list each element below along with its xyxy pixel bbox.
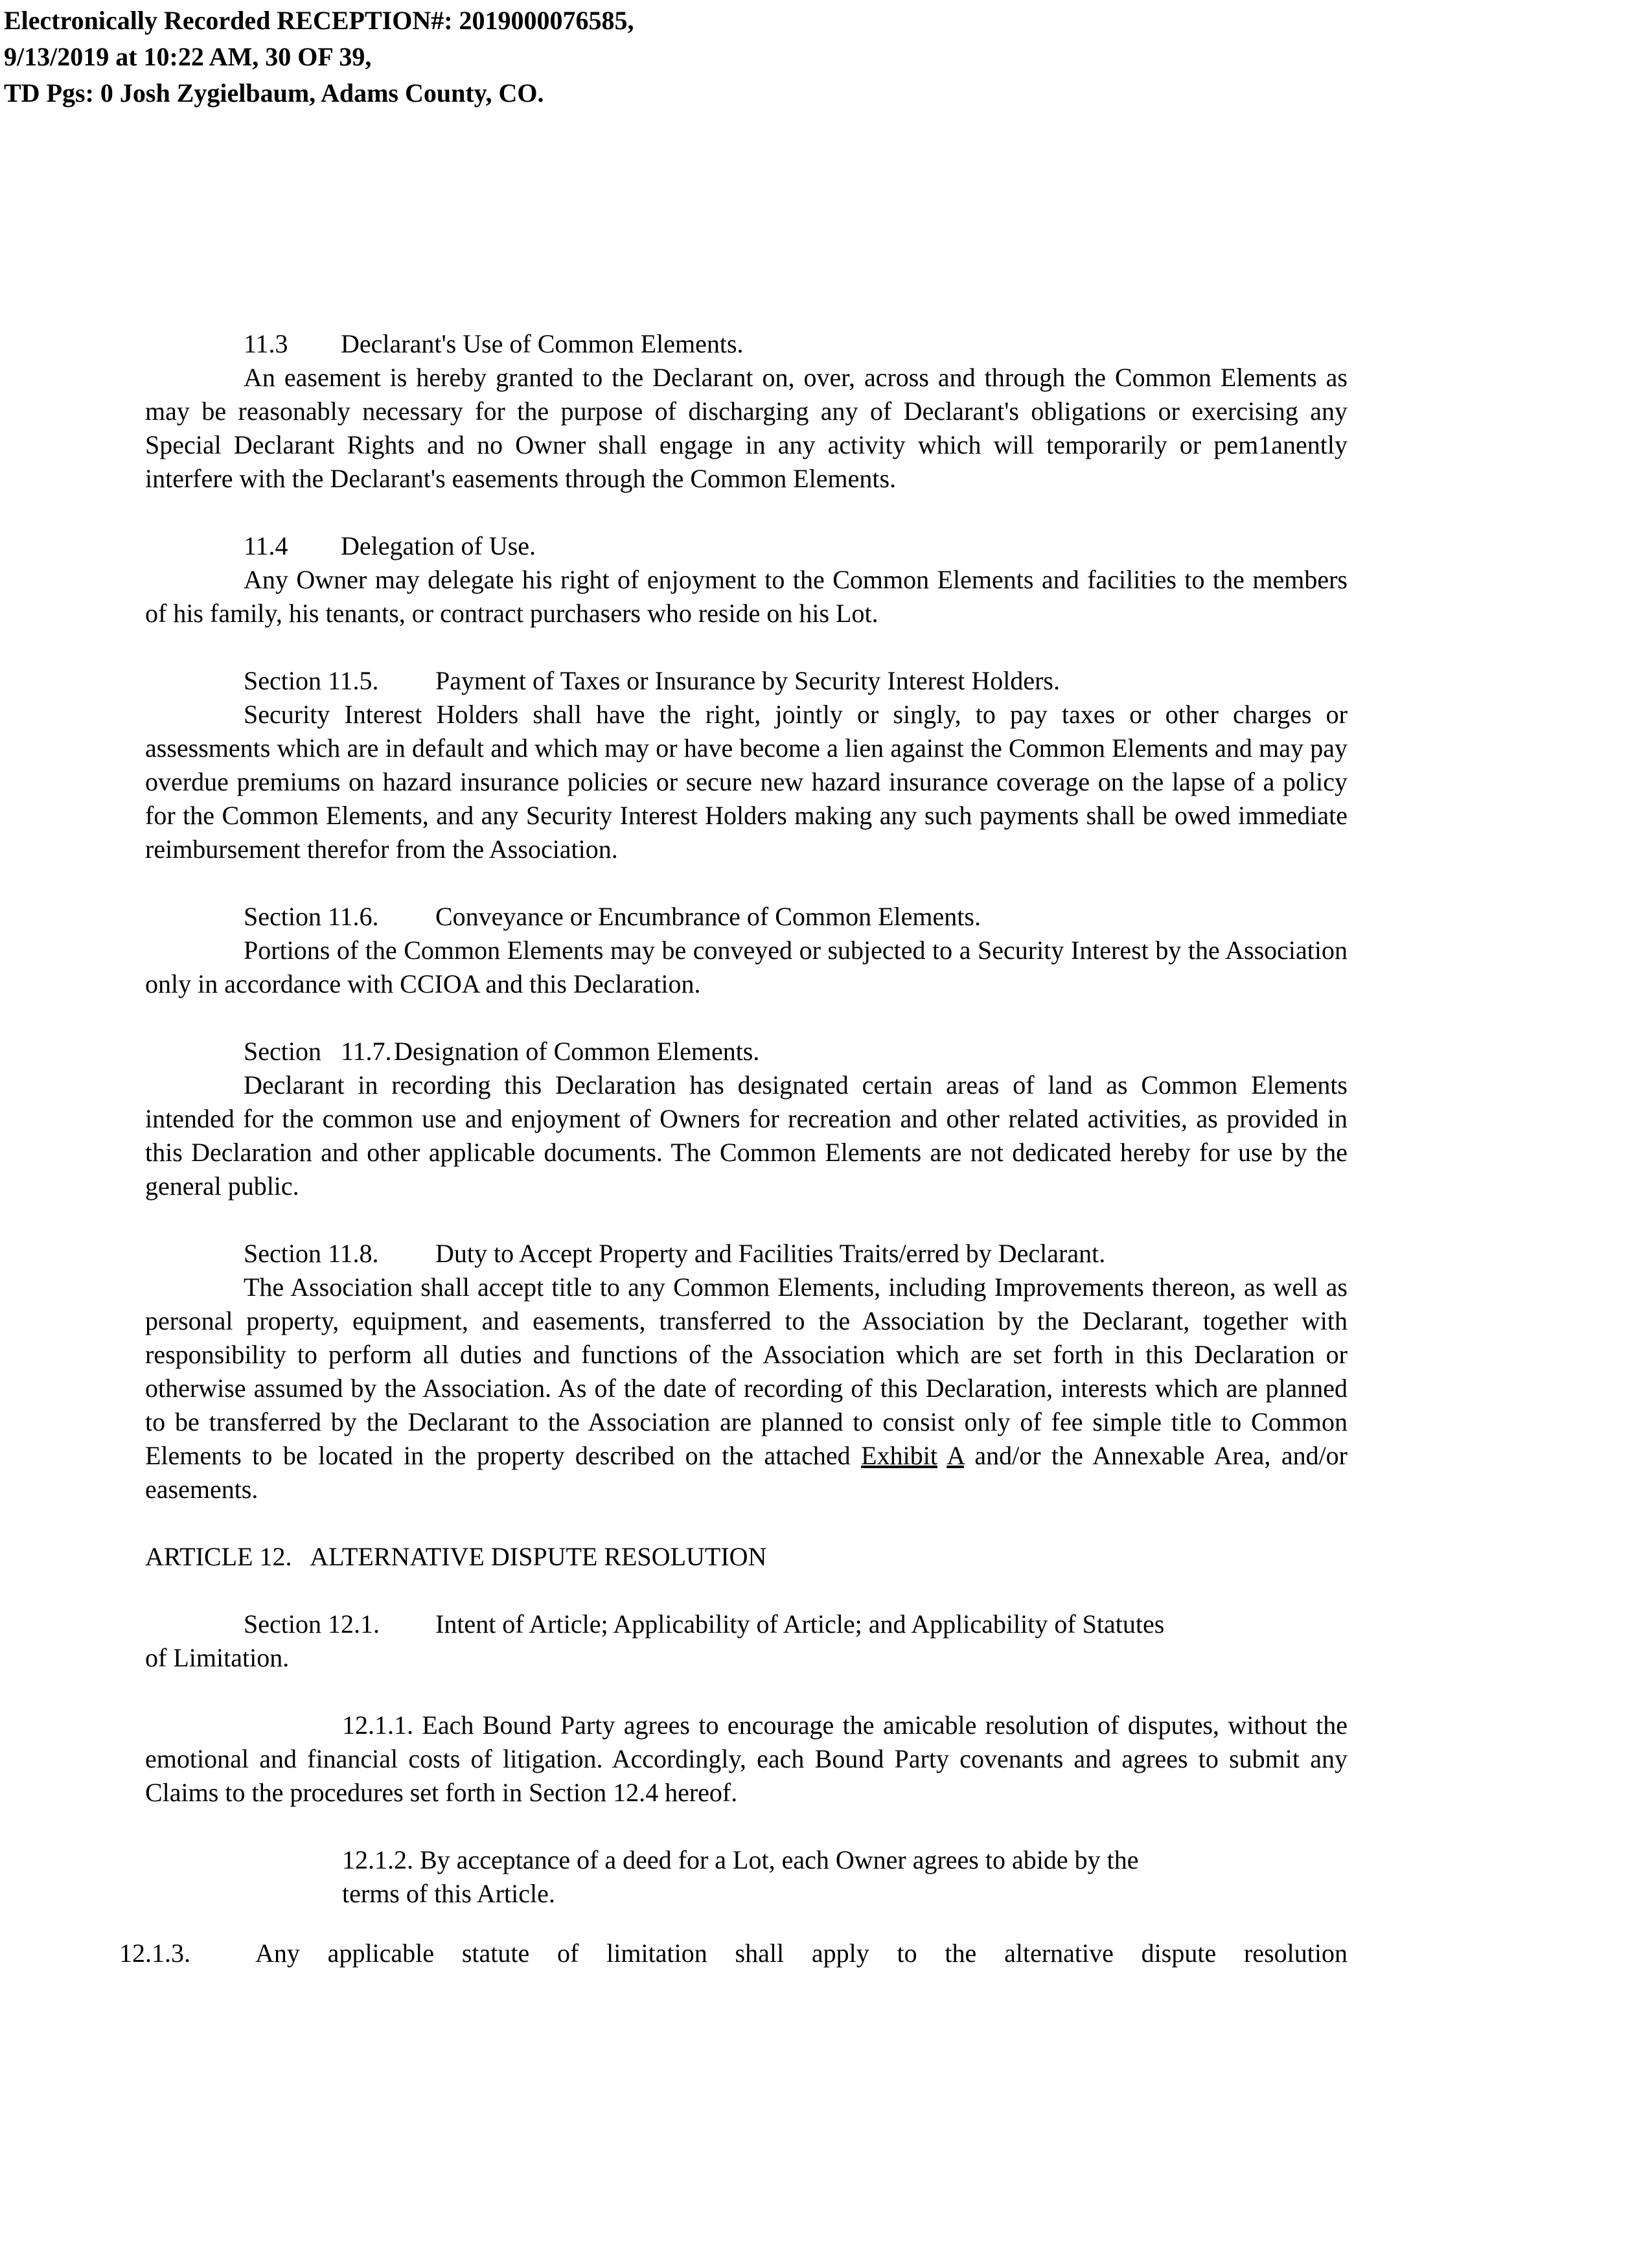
section-number: Section 11.6. bbox=[244, 902, 379, 931]
document-body bbox=[119, 327, 1348, 1970]
section-12-1-heading bbox=[145, 1607, 1348, 1641]
section-11-6-heading bbox=[145, 900, 1348, 934]
section-title: Payment of Taxes or Insurance by Security Interest Holders. bbox=[435, 666, 1060, 695]
section-12-1-2-line-1: 12.1.2. By acceptance of a deed for a Lot, each Owner agrees to abide by the bbox=[342, 1845, 1139, 1874]
section-11-8-text-before: The Association shall accept title to any Common Elements, including Improvements thereon, as well as personal property, equipment, and easements, transferred to the Association by the Declarant, together with responsibility to perform all duties and functions of the Association which are set forth in this Declaration or otherwise assumed by the Association. As of the date of recording of this Declaration, interests which are planned to be transferred by the Declarant to the Association are planned to consist only of fee simple title to Common Elements to be located in the property described on the attached bbox=[145, 1272, 1348, 1470]
section-number: 11.3 bbox=[244, 329, 288, 358]
section-number: Section 11.8. bbox=[244, 1239, 379, 1268]
section-11-8-text bbox=[145, 1271, 1348, 1506]
section-12-1-2 bbox=[342, 1843, 1348, 1911]
section-11-7-text: Declarant in recording this Declaration has designated certain areas of land as Common Elements intended for the common use and enjoyment of Owners for recreation and other related activities, as provided in this Declaration and other applicable documents. The Common Elements are not dedicated hereby for use by the general public. bbox=[145, 1070, 1348, 1201]
section-12-1-heading-cont: of Limitation. bbox=[145, 1643, 290, 1672]
stamp-line-3: TD Pgs: 0 Josh Zygielbaum, Adams County, CO. bbox=[4, 78, 544, 108]
section-12-1-1-text: 12.1.1. Each Bound Party agrees to encourage the amicable resolution of disputes, without the emotional and financial costs of litigation. Accordingly, each Bound Party covenants and agrees to submit any Claims to the procedures set forth in Section 12.4 hereof. bbox=[145, 1710, 1348, 1807]
section-12-1-3-text: Any applicable statute of limitation shall apply to the alternative dispute resolution bbox=[255, 1939, 1348, 1968]
exhibit-letter: A bbox=[946, 1441, 964, 1470]
section-title: Conveyance or Encumbrance of Common Elements. bbox=[435, 902, 981, 931]
section-11-3-text: An easement is hereby granted to the Declarant on, over, across and through the Common Elements as may be reasonably necessary for the purpose of discharging any of Declarant's obligations or exercising any Special Declarant Rights and no Owner shall engage in any activity which will temporarily or pem1anently interfere with the Declarant's easements through the Common Elements. bbox=[145, 363, 1348, 493]
section-title: Duty to Accept Property and Facilities Traits/erred by Declarant. bbox=[435, 1239, 1106, 1268]
article-12-heading: ARTICLE 12. ALTERNATIVE DISPUTE RESOLUTION bbox=[145, 1542, 767, 1571]
section-12-1-2-line-2: terms of this Article. bbox=[342, 1879, 555, 1908]
section-title: Designation of Common Elements. bbox=[394, 1037, 760, 1066]
section-title: Declarant's Use of Common Elements. bbox=[341, 329, 744, 358]
section-11-3-heading bbox=[145, 327, 1348, 361]
stamp-line-1: Electronically Recorded RECEPTION#: 2019000076585, bbox=[4, 6, 634, 35]
recording-stamp bbox=[4, 3, 634, 111]
section-number: 11.4 bbox=[244, 531, 288, 560]
section-title: Delegation of Use. bbox=[341, 531, 536, 560]
exhibit-word: Exhibit bbox=[861, 1441, 937, 1470]
section-11-5-heading bbox=[145, 664, 1348, 698]
section-12-1-3 bbox=[119, 1937, 1348, 1970]
section-11-6-text: Portions of the Common Elements may be conveyed or subjected to a Security Interest by the Association only in accordance with CCIOA and this Declaration. bbox=[145, 936, 1348, 998]
section-11-4-text: Any Owner may delegate his right of enjoyment to the Common Elements and facilities to the members of his family, his tenants, or contract purchasers who reside on his Lot. bbox=[145, 565, 1348, 628]
section-11-8-heading bbox=[145, 1237, 1348, 1271]
section-11-4-heading bbox=[145, 529, 1348, 563]
section-number: Section 11.7. bbox=[244, 1037, 392, 1066]
section-number: Section 11.5. bbox=[244, 666, 379, 695]
stamp-line-2: 9/13/2019 at 10:22 AM, 30 OF 39, bbox=[4, 42, 372, 71]
section-11-8-text-after: and/or the Annexable Area, and/or easements. bbox=[145, 1441, 1348, 1504]
section-number: 12.1.3. bbox=[119, 1939, 190, 1968]
section-number: Section 12.1. bbox=[244, 1609, 380, 1639]
section-11-5-text: Security Interest Holders shall have the right, jointly or singly, to pay taxes or other charges or assessments which are in default and which may or have become a lien against the Common Elements and may pay overdue premiums on hazard insurance policies or secure new hazard insurance coverage on the lapse of a policy for the Common Elements, and any Security Interest Holders making any such payments shall be owed immediate reimbursement therefor from the Association. bbox=[145, 700, 1348, 864]
section-11-7-heading bbox=[145, 1035, 1348, 1068]
section-title: Intent of Article; Applicability of Article; and Applicability of Statutes bbox=[435, 1609, 1165, 1639]
